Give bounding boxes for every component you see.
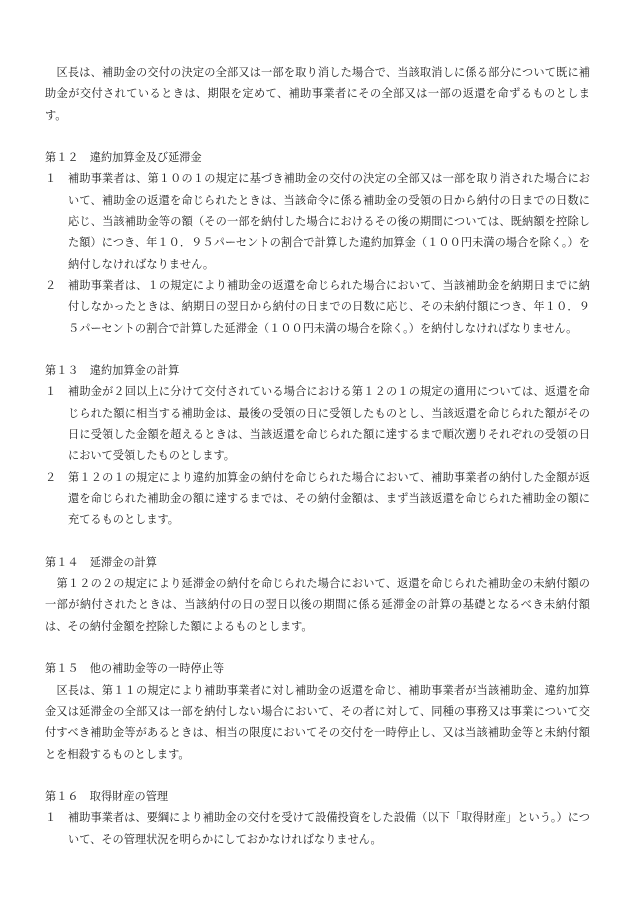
list-item [45, 807, 590, 850]
section-body-15: 区長は、第１１の規定により補助事業者に対し補助金の返還を命じ、補助事業者が当該補助金、違約加算金又は延滞金の全部又は一部を納付しない場合において、その者に対して、同種の事務又は事業について交付すべき補助金等があるときは、相当の限度においてその交付を一時停止し、又は当該補助金等と未納付額とを相殺するものとします。 [45, 683, 590, 761]
item-text: 補助事業者は、第１０の１の規定に基づき補助金の交付の決定の全部又は一部を取り消された場合において、補助金の返還を命じられたときは、当該命令に係る補助金の受領の日から納付の日までの日数に応じ、当該補助金等の額（その一部を納付した場合におけるその後の期間については、既納額を控除した額）につき、年１０．９５パーセントの割合で計算した違約加算金（１００円未満の場合を除く。）を納付しなければなりません。 [68, 172, 590, 271]
item-number: ２ [45, 278, 57, 292]
intro-paragraph: 区長は、補助金の交付の決定の全部又は一部を取り消した場合で、当該取消しに係る部分について既に補助金が交付されているときは、期限を定めて、補助事業者にその全部又は一部の返還を命ずるものとします。 [45, 66, 590, 122]
document-page [45, 62, 590, 850]
item-text: 補助事業者は、１の規定により補助金の返還を命じられた場合において、当該補助金を納期日までに納付しなかったときは、納期日の翌日から納付の日までの日数に応じ、その未納付額につき、年１０．９５パーセントの割合で計算した延滞金（１００円未満の場合を除く。）を納付しなければなりません。 [68, 278, 590, 335]
item-number: １ [45, 385, 57, 399]
item-number: １ [45, 811, 57, 825]
item-text: 補助金が２回以上に分けて交付されている場合における第１２の１の規定の適用については、返還を命じられた額に相当する補助金は、最後の受領の日に受領したものとし、当該返還を命じられた額がその日に受領した金額を超えるときは、当該返還を命じられた額に達するまで順次遡りそれぞれの受領の日において受領したものとします。 [68, 385, 590, 463]
item-number: ２ [45, 470, 57, 484]
item-number: １ [45, 172, 57, 186]
spacer [45, 339, 590, 360]
spacer [45, 637, 590, 658]
section-heading-13: 第１３ 違約加算金の計算 [45, 364, 180, 378]
item-text: 補助事業者は、要綱により補助金の交付を受けて設備投資をした設備（以下「取得財産」という。）について、その管理状況を明らかにしておかなければなりません。 [68, 811, 590, 846]
section-heading-12: 第１２ 違約加算金及び延滞金 [45, 151, 202, 165]
section-heading-14: 第１４ 延滞金の計算 [45, 555, 157, 569]
section-heading-15: 第１５ 他の補助金等の一時停止等 [45, 662, 225, 676]
section-heading-16: 第１６ 取得財産の管理 [45, 790, 169, 804]
spacer [45, 531, 590, 552]
spacer [45, 765, 590, 786]
list-item [45, 467, 590, 531]
item-text: 第１２の１の規定により違約加算金の納付を命じられた場合において、補助事業者の納付した金額が返還を命じられた補助金の額に達するまでは、その納付金額は、まず当該返還を命じられた補助金の額に充てるものとします。 [68, 470, 590, 527]
section-body-14: 第１２の２の規定により延滞金の納付を命じられた場合において、返還を命じられた補助金の未納付額の一部が納付されたときは、当該納付の日の翌日以後の期間に係る延滞金の計算の基礎となるべき未納付額は、その納付金額を控除した額によるものとします。 [45, 577, 590, 633]
list-item [45, 168, 590, 274]
list-item [45, 381, 590, 466]
spacer [45, 126, 590, 147]
list-item [45, 275, 590, 339]
